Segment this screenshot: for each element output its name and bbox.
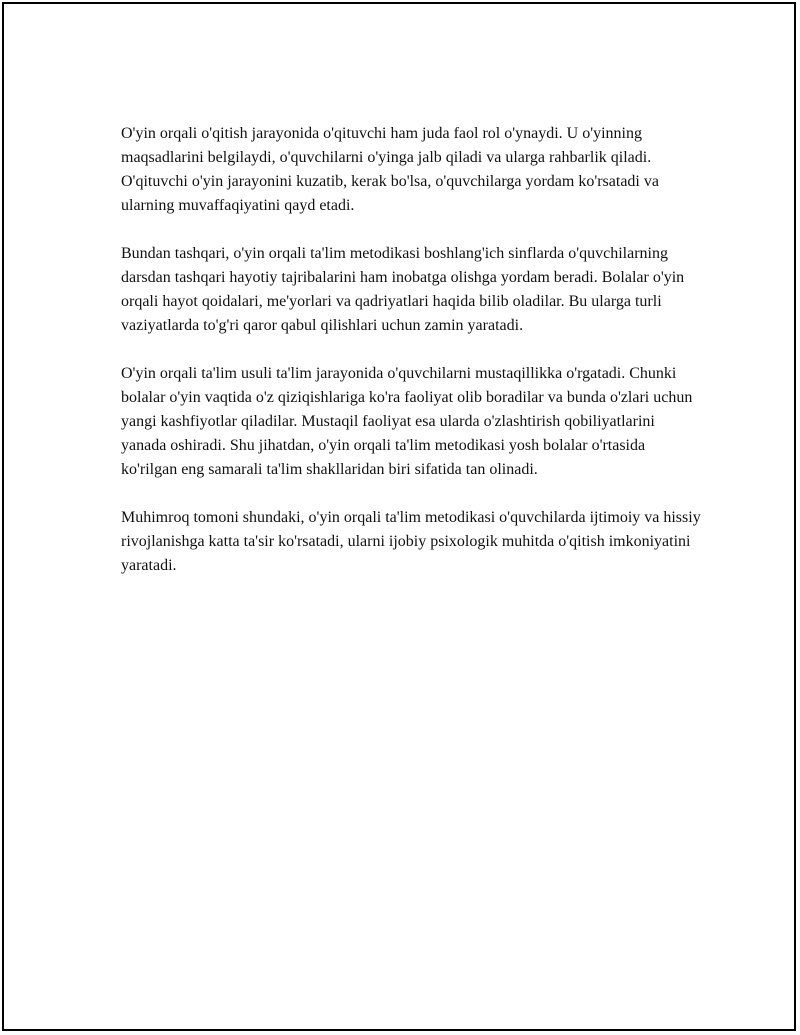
document-body — [121, 122, 701, 602]
paragraph-2: Bundan tashqari, o'yin orqali ta'lim metodikasi boshlang'ich sinflarda o'quvchilarning darsdan tashqari hayotiy tajribalarini ham inobatga olishga yordam beradi. Bolalar o'yin orqali hayot qoidalari, me'yorlari va qadriyatlari haqida bilib oladilar. Bu ularga turli vaziyatlarda to'g'ri qaror qabul qilishlari uchun zamin yaratadi. — [121, 245, 685, 334]
paragraph-4: Muhimroq tomoni shundaki, o'yin orqali ta'lim metodikasi o'quvchilarda ijtimoiy va hissiy rivojlanishga katta ta'sir ko'rsatadi, ularni ijobiy psixologik muhitda o'qitish imkoniyatini yaratadi. — [121, 509, 701, 574]
document-page — [2, 2, 796, 1031]
paragraph-1: O'yin orqali o'qitish jarayonida o'qituvchi ham juda faol rol o'ynaydi. U o'yinning maqsadlarini belgilaydi, o'quvchilarni o'yinga jalb qiladi va ularga rahbarlik qiladi. O'qituvchi o'yin jarayonini kuzatib, kerak bo'lsa, o'quvchilarga yordam ko'rsatadi va ularning muvaffaqiyatini qayd etadi. — [121, 125, 659, 214]
paragraph-3: O'yin orqali ta'lim usuli ta'lim jarayonida o'quvchilarni mustaqillikka o'rgatadi. Chunki bolalar o'yin vaqtida o'z qiziqishlariga ko'ra faoliyat olib boradilar va bunda o'zlari uchun yangi kashfiyotlar qiladilar. Mustaqil faoliyat esa ularda o'zlashtirish qobiliyatlarini yanada oshiradi. Shu jihatdan, o'yin orqali ta'lim metodikasi yosh bolalar o'rtasida ko'rilgan eng samarali ta'lim shakllaridan biri sifatida tan olinadi. — [121, 365, 693, 478]
